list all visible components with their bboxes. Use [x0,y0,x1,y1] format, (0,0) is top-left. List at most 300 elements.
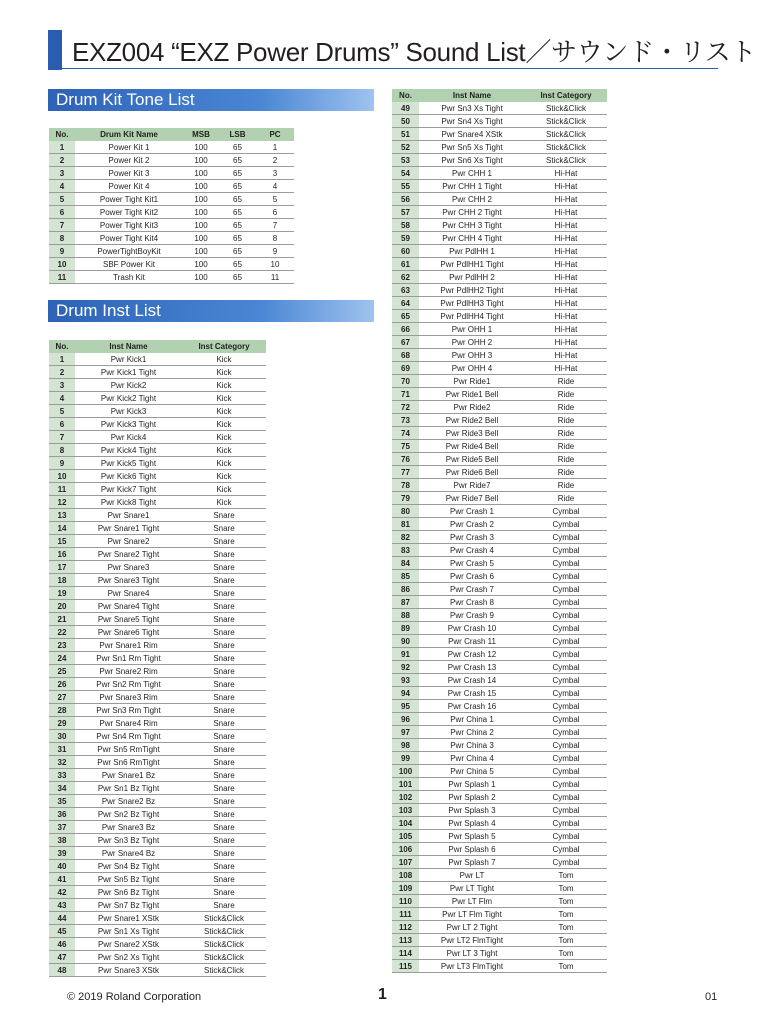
table-cell: 6 [256,206,294,219]
table-row [49,470,266,483]
row-number-cell: 25 [49,665,75,678]
table-cell: Pwr Sn3 Rm Tight [75,704,182,717]
table-cell: Pwr PdlHH2 Tight [419,284,525,297]
table-cell: 100 [183,167,219,180]
table-cell: Pwr LT Flm [419,895,525,908]
table-cell: Ride [525,440,607,453]
row-number-cell: 7 [49,431,75,444]
table-cell: Pwr Crash 12 [419,648,525,661]
table-cell: Pwr Snare4 Bz [75,847,182,860]
table-cell: Power Tight Kit1 [75,193,183,206]
table-cell: Pwr Crash 9 [419,609,525,622]
table-cell: 65 [219,167,256,180]
table-cell: Pwr LT 2 Tight [419,921,525,934]
table-row [49,704,266,717]
row-number-cell: 68 [392,349,419,362]
table-cell: Pwr Snare1 Bz [75,769,182,782]
table-cell: Stick&Click [525,115,607,128]
table-cell: Cymbal [525,557,607,570]
table-row [392,167,607,180]
table-cell: Pwr Crash 2 [419,518,525,531]
table-row [392,323,607,336]
table-cell: Pwr OHH 1 [419,323,525,336]
table-cell: Cymbal [525,674,607,687]
table-cell: Tom [525,882,607,895]
table-cell: Pwr Splash 1 [419,778,525,791]
table-row [392,921,607,934]
table-cell: 100 [183,232,219,245]
column-header: No. [49,128,75,141]
row-number-cell: 77 [392,466,419,479]
table-cell: Pwr Sn7 Bz Tight [75,899,182,912]
row-number-cell: 5 [49,405,75,418]
row-number-cell: 45 [49,925,75,938]
row-number-cell: 85 [392,570,419,583]
table-cell: Pwr China 1 [419,713,525,726]
table-cell: Pwr PdlHH 2 [419,271,525,284]
table-cell: Pwr China 2 [419,726,525,739]
row-number-cell: 23 [49,639,75,652]
table-row [49,717,266,730]
row-number-cell: 10 [49,470,75,483]
table-cell: Pwr Kick3 [75,405,182,418]
table-cell: Pwr Kick2 [75,379,182,392]
row-number-cell: 70 [392,375,419,388]
table-row [49,964,266,977]
row-number-cell: 12 [49,496,75,509]
table-cell: Cymbal [525,765,607,778]
table-cell: Pwr CHH 1 [419,167,525,180]
row-number-cell: 103 [392,804,419,817]
table-cell: Pwr Sn4 Bz Tight [75,860,182,873]
table-row [49,561,266,574]
table-row [392,661,607,674]
table-cell: Hi-Hat [525,323,607,336]
table-row [392,245,607,258]
table-cell: SBF Power Kit [75,258,183,271]
table-row [392,908,607,921]
table-cell: Pwr Kick5 Tight [75,457,182,470]
row-number-cell: 69 [392,362,419,375]
row-number-cell: 2 [49,154,75,167]
table-row [392,284,607,297]
table-row [49,258,294,271]
table-cell: Pwr Kick1 [75,353,182,366]
table-cell: Snare [182,743,266,756]
table-cell: Cymbal [525,791,607,804]
table-row [392,310,607,323]
table-cell: Pwr Ride3 Bell [419,427,525,440]
table-cell: Pwr Snare3 [75,561,182,574]
table-cell: Stick&Click [182,964,266,977]
row-number-cell: 56 [392,193,419,206]
table-cell: Pwr PdlHH4 Tight [419,310,525,323]
table-cell: Cymbal [525,817,607,830]
table-cell: Snare [182,665,266,678]
table-cell: Power Kit 1 [75,141,183,154]
table-cell: Pwr Splash 5 [419,830,525,843]
row-number-cell: 79 [392,492,419,505]
table-cell: Cymbal [525,544,607,557]
row-number-cell: 100 [392,765,419,778]
table-cell: PowerTightBoyKit [75,245,183,258]
row-number-cell: 47 [49,951,75,964]
table-row [49,193,294,206]
row-number-cell: 9 [49,245,75,258]
table-row [49,730,266,743]
table-cell: Pwr Ride6 Bell [419,466,525,479]
table-row [392,388,607,401]
table-cell: Pwr CHH 2 [419,193,525,206]
row-number-cell: 81 [392,518,419,531]
table-cell: Pwr Crash 10 [419,622,525,635]
table-cell: 3 [256,167,294,180]
table-row [392,895,607,908]
table-cell: Snare [182,548,266,561]
row-number-cell: 65 [392,310,419,323]
table-cell: Pwr LT2 FlmTight [419,934,525,947]
table-row [49,925,266,938]
row-number-cell: 8 [49,232,75,245]
table-row [392,557,607,570]
table-row [49,353,266,366]
table-cell: 65 [219,219,256,232]
row-number-cell: 88 [392,609,419,622]
column-header: Inst Category [182,340,266,353]
table-row [392,726,607,739]
table-row [49,769,266,782]
table-cell: 5 [256,193,294,206]
table-cell: Stick&Click [182,925,266,938]
table-cell: Pwr OHH 4 [419,362,525,375]
table-cell: Pwr Sn2 Bz Tight [75,808,182,821]
table-cell: 9 [256,245,294,258]
table-row [392,635,607,648]
table-cell: Snare [182,821,266,834]
table-cell: 10 [256,258,294,271]
row-number-cell: 115 [392,960,419,973]
table-cell: Pwr Snare1 Tight [75,522,182,535]
table-row [392,752,607,765]
column-header: LSB [219,128,256,141]
table-row [49,652,266,665]
row-number-cell: 54 [392,167,419,180]
table-cell: Kick [182,366,266,379]
table-row [49,691,266,704]
row-number-cell: 86 [392,583,419,596]
table-row [49,860,266,873]
table-cell: Pwr Crash 14 [419,674,525,687]
table-row [392,414,607,427]
table-row [392,219,607,232]
table-cell: Pwr Sn1 Xs Tight [75,925,182,938]
row-number-cell: 87 [392,596,419,609]
section-heading-drum-kit: Drum Kit Tone List [48,89,374,111]
row-number-cell: 80 [392,505,419,518]
row-number-cell: 106 [392,843,419,856]
row-number-cell: 34 [49,782,75,795]
row-number-cell: 48 [49,964,75,977]
row-number-cell: 74 [392,427,419,440]
table-cell: Pwr Sn2 Xs Tight [75,951,182,964]
table-cell: Cymbal [525,609,607,622]
table-cell: 8 [256,232,294,245]
table-cell: 65 [219,154,256,167]
title-accent-bar [48,30,62,70]
row-number-cell: 78 [392,479,419,492]
column-header: Inst Name [75,340,182,353]
table-cell: Ride [525,375,607,388]
row-number-cell: 11 [49,271,75,284]
table-row [392,128,607,141]
table-row [392,544,607,557]
table-row [392,882,607,895]
table-row [49,782,266,795]
table-cell: Cymbal [525,661,607,674]
row-number-cell: 22 [49,626,75,639]
row-number-cell: 76 [392,453,419,466]
table-cell: Pwr Snare1 [75,509,182,522]
table-cell: Snare [182,860,266,873]
table-cell: Pwr CHH 3 Tight [419,219,525,232]
table-cell: Hi-Hat [525,310,607,323]
table-cell: Pwr Crash 16 [419,700,525,713]
table-row [49,912,266,925]
table-cell: Ride [525,466,607,479]
row-number-cell: 93 [392,674,419,687]
table-row [392,700,607,713]
row-number-cell: 71 [392,388,419,401]
table-cell: Pwr Snare4 Tight [75,600,182,613]
table-cell: Pwr Splash 2 [419,791,525,804]
table-cell: Pwr Splash 7 [419,856,525,869]
table-cell: Kick [182,431,266,444]
table-cell: Ride [525,388,607,401]
row-number-cell: 6 [49,206,75,219]
row-number-cell: 1 [49,353,75,366]
table-cell: Snare [182,626,266,639]
table-cell: Pwr Ride2 Bell [419,414,525,427]
row-number-cell: 6 [49,418,75,431]
row-number-cell: 109 [392,882,419,895]
table-row [392,765,607,778]
table-cell: Pwr Kick3 Tight [75,418,182,431]
table-cell: Snare [182,639,266,652]
table-cell: Pwr PdlHH1 Tight [419,258,525,271]
table-cell: Pwr Splash 6 [419,843,525,856]
table-row [49,873,266,886]
table-row [49,379,266,392]
row-number-cell: 8 [49,444,75,457]
table-row [49,756,266,769]
row-number-cell: 13 [49,509,75,522]
table-cell: Cymbal [525,596,607,609]
row-number-cell: 58 [392,219,419,232]
table-cell: Pwr Kick2 Tight [75,392,182,405]
page-number: 1 [378,986,387,1003]
table-cell: Pwr Sn1 Bz Tight [75,782,182,795]
row-number-cell: 7 [49,219,75,232]
row-number-cell: 55 [392,180,419,193]
table-row [392,570,607,583]
row-number-cell: 10 [49,258,75,271]
row-number-cell: 41 [49,873,75,886]
row-number-cell: 52 [392,141,419,154]
table-row [49,678,266,691]
table-cell: Pwr Kick7 Tight [75,483,182,496]
table-cell: Pwr LT [419,869,525,882]
table-cell: Pwr Snare4 XStk [419,128,525,141]
table-cell: Kick [182,405,266,418]
table-cell: Tom [525,908,607,921]
table-cell: Kick [182,457,266,470]
column-header: No. [392,89,419,102]
row-number-cell: 28 [49,704,75,717]
table-cell: Pwr Crash 4 [419,544,525,557]
table-cell: Hi-Hat [525,219,607,232]
table-row [392,466,607,479]
row-number-cell: 72 [392,401,419,414]
row-number-cell: 31 [49,743,75,756]
table-cell: Pwr Sn5 RmTight [75,743,182,756]
table-cell: Pwr Kick8 Tight [75,496,182,509]
table-row [392,401,607,414]
table-cell: Cymbal [525,804,607,817]
table-cell: Pwr Crash 11 [419,635,525,648]
row-number-cell: 16 [49,548,75,561]
table-cell: Pwr Sn6 RmTight [75,756,182,769]
table-cell: Pwr Crash 1 [419,505,525,518]
table-cell: 4 [256,180,294,193]
table-row [392,687,607,700]
table-row [392,102,607,115]
table-row [392,180,607,193]
row-number-cell: 110 [392,895,419,908]
drum-inst-table-left [49,340,266,977]
table-cell: Pwr Sn3 Bz Tight [75,834,182,847]
table-cell: 65 [219,141,256,154]
table-cell: Hi-Hat [525,258,607,271]
table-cell: Ride [525,427,607,440]
table-row [392,193,607,206]
table-cell: Power Kit 2 [75,154,183,167]
table-cell: Snare [182,574,266,587]
row-number-cell: 5 [49,193,75,206]
table-cell: Tom [525,934,607,947]
table-row [392,856,607,869]
column-header: Inst Category [525,89,607,102]
table-cell: Pwr Ride1 [419,375,525,388]
row-number-cell: 92 [392,661,419,674]
table-row [49,418,266,431]
table-cell: Pwr LT3 FlmTight [419,960,525,973]
table-cell: Pwr Ride5 Bell [419,453,525,466]
table-cell: Power Tight Kit4 [75,232,183,245]
table-cell: Pwr LT Tight [419,882,525,895]
row-number-cell: 49 [392,102,419,115]
table-row [49,574,266,587]
table-cell: Hi-Hat [525,206,607,219]
table-row [49,444,266,457]
row-number-cell: 21 [49,613,75,626]
row-number-cell: 59 [392,232,419,245]
table-row [49,496,266,509]
table-row [49,548,266,561]
table-cell: Pwr Sn4 Xs Tight [419,115,525,128]
row-number-cell: 43 [49,899,75,912]
table-cell: Pwr Crash 13 [419,661,525,674]
row-number-cell: 75 [392,440,419,453]
table-cell: Pwr PdlHH3 Tight [419,297,525,310]
row-number-cell: 20 [49,600,75,613]
table-cell: Cymbal [525,752,607,765]
table-cell: 7 [256,219,294,232]
table-cell: Pwr Snare3 Bz [75,821,182,834]
table-cell: Pwr Splash 3 [419,804,525,817]
table-cell: Cymbal [525,856,607,869]
table-cell: Pwr CHH 4 Tight [419,232,525,245]
table-cell: Cymbal [525,713,607,726]
table-row [49,206,294,219]
table-cell: 65 [219,271,256,284]
row-number-cell: 89 [392,622,419,635]
row-number-cell: 3 [49,167,75,180]
row-number-cell: 101 [392,778,419,791]
row-number-cell: 35 [49,795,75,808]
row-number-cell: 98 [392,739,419,752]
table-cell: 100 [183,180,219,193]
table-row [392,947,607,960]
table-cell: Hi-Hat [525,284,607,297]
table-row [49,405,266,418]
table-cell: Pwr China 4 [419,752,525,765]
page-title: EXZ004 “EXZ Power Drums” Sound List／サウンド・リスト [72,37,757,67]
table-cell: 100 [183,141,219,154]
table-cell: Snare [182,782,266,795]
table-cell: 65 [219,193,256,206]
table-row [392,479,607,492]
row-number-cell: 60 [392,245,419,258]
table-row [392,518,607,531]
table-row [49,535,266,548]
table-cell: Hi-Hat [525,193,607,206]
table-row [392,297,607,310]
table-row [49,938,266,951]
table-cell: Snare [182,795,266,808]
table-cell: 65 [219,180,256,193]
table-cell: Pwr Sn3 Xs Tight [419,102,525,115]
row-number-cell: 112 [392,921,419,934]
table-cell: Snare [182,691,266,704]
drum-inst-table-right [392,89,607,973]
table-row [392,115,607,128]
table-cell: Pwr Sn5 Bz Tight [75,873,182,886]
table-row [392,778,607,791]
table-cell: Pwr Sn6 Bz Tight [75,886,182,899]
table-cell: Snare [182,678,266,691]
document-number: 01 [705,991,718,1003]
row-number-cell: 91 [392,648,419,661]
row-number-cell: 63 [392,284,419,297]
row-number-cell: 64 [392,297,419,310]
table-cell: 65 [219,245,256,258]
table-row [392,141,607,154]
table-cell: Snare [182,730,266,743]
row-number-cell: 30 [49,730,75,743]
row-number-cell: 4 [49,392,75,405]
row-number-cell: 44 [49,912,75,925]
row-number-cell: 102 [392,791,419,804]
